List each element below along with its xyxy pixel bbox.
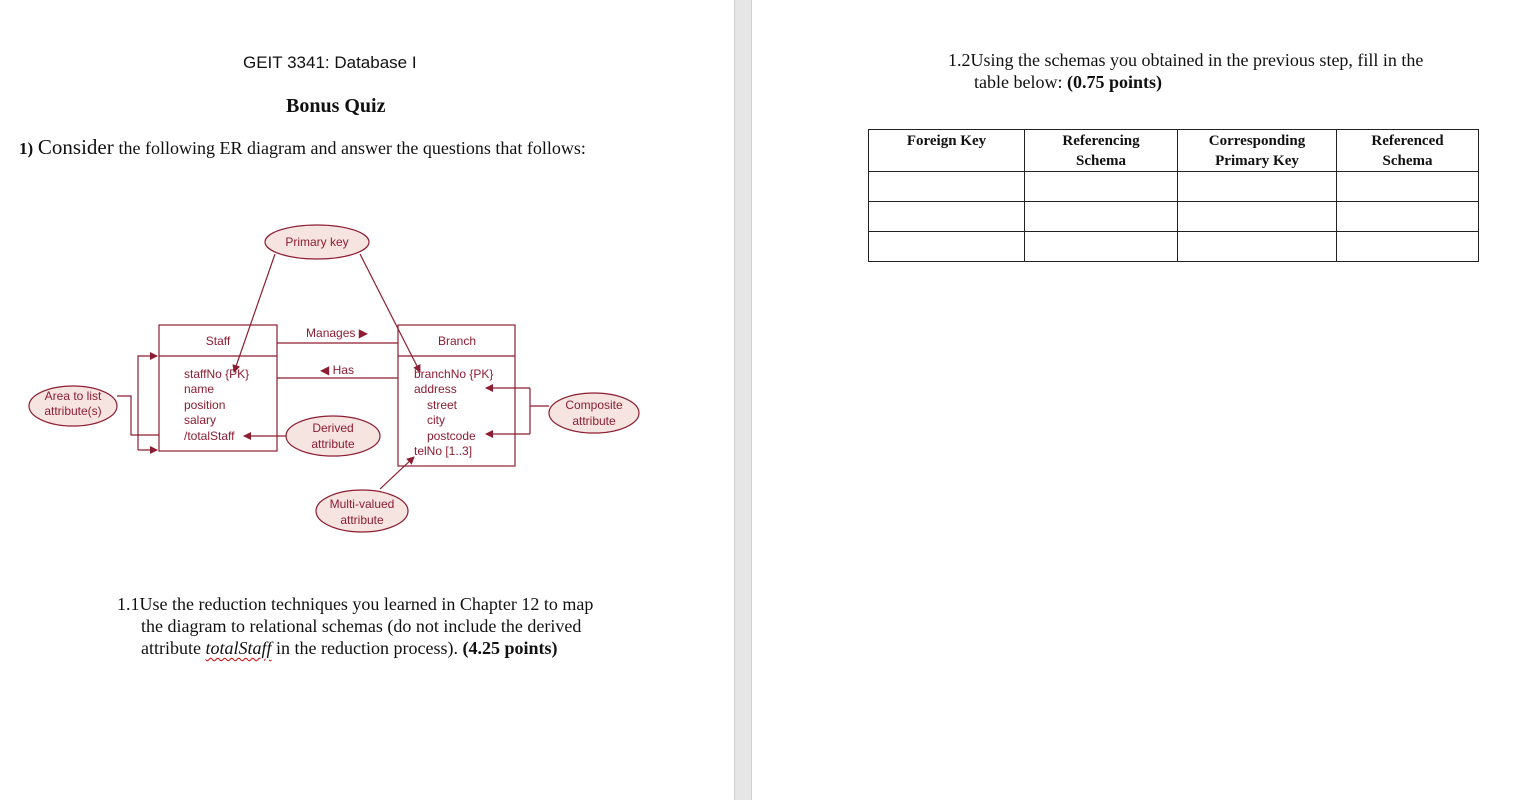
question-1-2-line1: Using the schemas you obtained in the previous step, fill in the (970, 50, 1424, 70)
area-bracket-top (138, 356, 157, 450)
course-title: GEIT 3341: Database I (243, 53, 417, 72)
table-cell[interactable] (1178, 172, 1337, 202)
question-1-2-line2: table below: (974, 72, 1067, 92)
question-1-1-totalstaff: totalStaff (205, 638, 272, 658)
foreign-key-table (868, 129, 1479, 262)
table-cell[interactable] (1025, 172, 1178, 202)
staff-attr-name: name (184, 382, 215, 396)
multivalued-arrow (380, 457, 414, 489)
branch-attr-branchno: branchNo {PK} (414, 367, 494, 381)
question-1-lead: Consider (37, 135, 114, 159)
quiz-title: Bonus Quiz (286, 95, 386, 117)
table-header-row (869, 130, 1479, 172)
header-referenced-schema: Referenced Schema (1337, 130, 1479, 172)
has-label: ◀ Has (320, 363, 354, 377)
table-cell[interactable] (1178, 232, 1337, 262)
table-cell[interactable] (1337, 232, 1479, 262)
composite-label-line2: attribute (572, 414, 616, 428)
question-1 (19, 135, 586, 160)
question-1-1-line3-before: attribute (141, 638, 206, 658)
question-1-2 (948, 49, 1423, 93)
branch-attr-address: address (414, 382, 457, 396)
branch-title: Branch (437, 334, 477, 348)
er-diagram (0, 210, 734, 540)
staff-attr-salary: salary (184, 413, 217, 427)
left-page (0, 0, 734, 800)
question-1-1-line3-after: in the reduction process). (271, 638, 463, 658)
pk-arrow-staff (234, 254, 275, 372)
table-cell[interactable] (869, 172, 1025, 202)
question-1-2-number: 1.2 (948, 50, 971, 70)
derived-label-line2: attribute (311, 437, 355, 451)
branch-attr-street: street (427, 398, 458, 412)
question-1-1-line1: Use the reduction techniques you learned in Chapter 12 to map (139, 594, 594, 614)
table-cell[interactable] (869, 202, 1025, 232)
question-1-1 (117, 593, 593, 659)
primary-key-label: Primary key (285, 235, 349, 249)
multivalued-label-line2: attribute (340, 513, 384, 527)
derived-label-line1: Derived (312, 421, 354, 435)
table-row (869, 172, 1479, 202)
table-cell[interactable] (1178, 202, 1337, 232)
table-cell[interactable] (1337, 202, 1479, 232)
table-cell[interactable] (1025, 202, 1178, 232)
page-gutter (734, 0, 752, 800)
staff-attr-staffno: staffNo {PK} (184, 367, 250, 381)
header-corresponding-primary-key: Corresponding Primary Key (1178, 130, 1337, 172)
question-1-1-points: (4.25 points) (462, 638, 558, 658)
question-1-number: 1) (19, 139, 34, 158)
staff-title: Staff (205, 334, 231, 348)
right-page (752, 0, 1538, 800)
manages-label: Manages ▶ (306, 326, 368, 340)
table-row (869, 202, 1479, 232)
table-cell[interactable] (869, 232, 1025, 262)
question-1-1-number: 1.1 (117, 594, 140, 614)
branch-attr-telno: telNo [1..3] (414, 444, 473, 458)
branch-attr-postcode: postcode (427, 429, 476, 443)
question-1-text: the following ER diagram and answer the questions that follows: (118, 138, 586, 158)
area-label-line1: Area to list (44, 389, 102, 403)
area-label-line2: attribute(s) (44, 404, 102, 418)
header-foreign-key: Foreign Key (869, 130, 1025, 172)
table-cell[interactable] (1025, 232, 1178, 262)
header-referencing-schema: Referencing Schema (1025, 130, 1178, 172)
pk-arrow-branch (360, 254, 420, 372)
table-cell[interactable] (1337, 172, 1479, 202)
table-row (869, 232, 1479, 262)
staff-attr-position: position (184, 398, 226, 412)
question-1-1-line2: the diagram to relational schemas (do not include the derived (141, 616, 582, 636)
multivalued-label-line1: Multi-valued (329, 497, 395, 511)
branch-attr-city: city (427, 413, 445, 427)
staff-attr-totalstaff: /totalStaff (184, 429, 235, 443)
composite-label-line1: Composite (565, 398, 623, 412)
question-1-2-points: (0.75 points) (1066, 72, 1162, 92)
